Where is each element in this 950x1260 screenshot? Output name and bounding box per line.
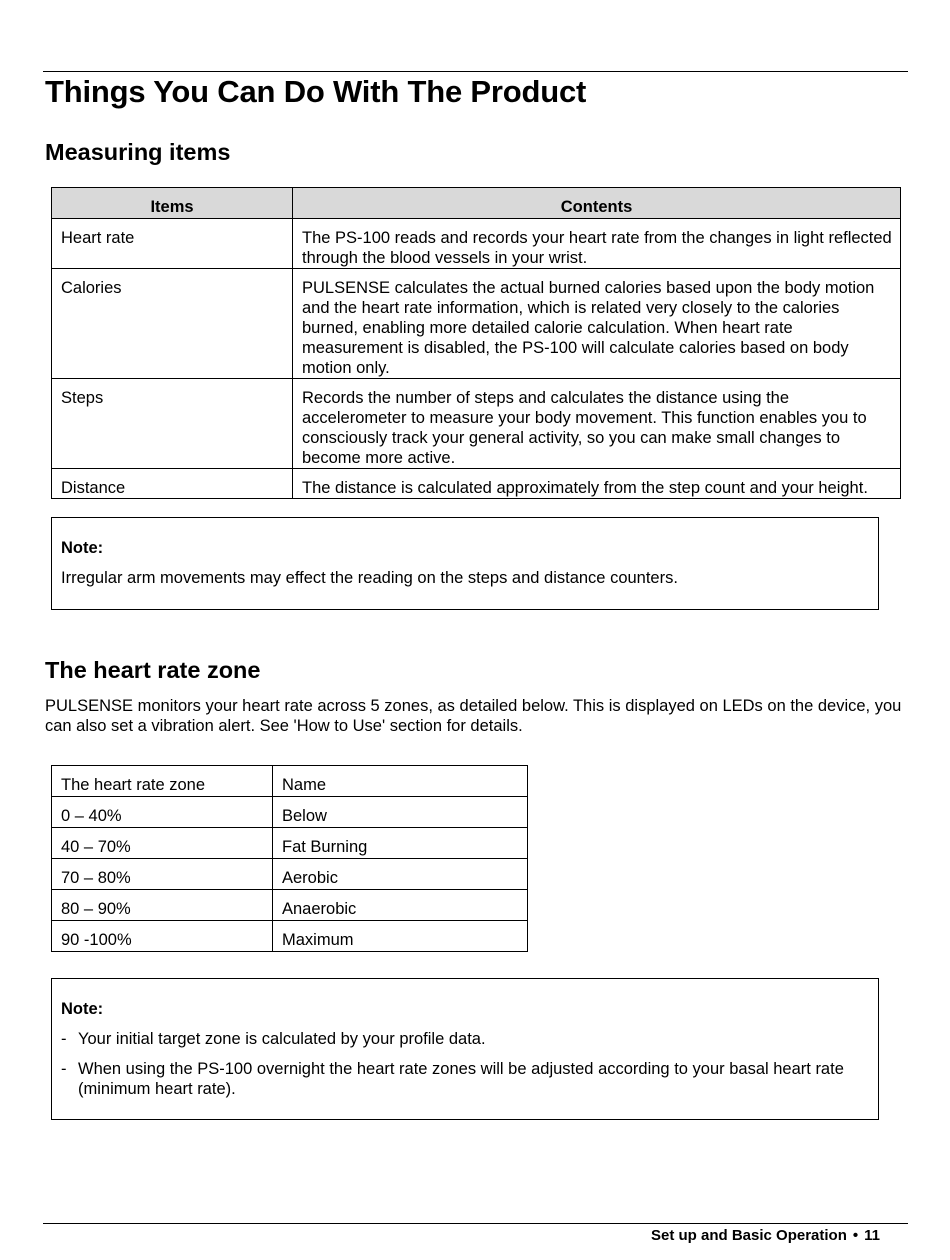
page-footer — [600, 1227, 880, 1244]
table-header-row — [52, 188, 901, 219]
measuring-items-table — [51, 187, 901, 499]
zone-name-cell: Aerobic — [273, 859, 528, 890]
table-row — [52, 890, 528, 921]
measuring-items-heading: Measuring items — [45, 139, 231, 165]
page-number: 11 — [864, 1227, 880, 1244]
content-cell: PULSENSE calculates the actual burned calories based upon the body motion and the heart rate information, which is related very closely to the calories burned, enabling more detailed calorie calculation. When heart rate measurement is disabled, the PS-100 will calculate calories based on body motion only. — [293, 269, 901, 379]
footer-bullet: • — [852, 1227, 859, 1244]
measuring-note-box — [51, 517, 879, 610]
heart-rate-zone-intro: PULSENSE monitors your heart rate across 5 zones, as detailed below. This is displayed on LEDs on the device, you can also set a vibration alert. See 'How to Use' section for details. — [45, 697, 902, 735]
table-row — [52, 921, 528, 952]
note-list — [61, 1029, 869, 1099]
heart-rate-zone-heading: The heart rate zone — [45, 657, 261, 683]
table-header-row — [52, 766, 528, 797]
item-cell: Heart rate — [52, 219, 293, 269]
item-cell: Steps — [52, 379, 293, 469]
zone-name-cell: Fat Burning — [273, 828, 528, 859]
content-cell: The distance is calculated approximately from the step count and your height. — [293, 469, 901, 499]
note-title: Note: — [61, 1000, 104, 1018]
heart-rate-zone-table — [51, 765, 528, 952]
name-column-header: Name — [273, 766, 528, 797]
list-item — [61, 1059, 869, 1099]
content-cell: The PS-100 reads and records your heart rate from the changes in light reflected through the blood vessels in your wrist. — [293, 219, 901, 269]
zone-range-cell: 0 – 40% — [52, 797, 273, 828]
content-cell: Records the number of steps and calculates the distance using the accelerometer to measure your body movement. This function enables you to consciously track your general activity, so you can make small changes to become more active. — [293, 379, 901, 469]
table-row — [52, 269, 901, 379]
table-row — [52, 219, 901, 269]
zone-name-cell: Maximum — [273, 921, 528, 952]
dash-marker: - — [61, 1030, 67, 1048]
item-cell: Calories — [52, 269, 293, 379]
zone-column-header: The heart rate zone — [52, 766, 273, 797]
page-title: Things You Can Do With The Product — [45, 74, 587, 109]
footer-section-title: Set up and Basic Operation — [651, 1227, 847, 1244]
table-row — [52, 859, 528, 890]
item-cell: Distance — [52, 469, 293, 499]
dash-marker: - — [61, 1060, 67, 1078]
list-item — [61, 1029, 869, 1049]
table-row — [52, 828, 528, 859]
contents-column-header: Contents — [293, 188, 901, 219]
table-row — [52, 797, 528, 828]
zone-range-cell: 90 -100% — [52, 921, 273, 952]
zone-note-box — [51, 978, 879, 1120]
zone-range-cell: 70 – 80% — [52, 859, 273, 890]
table-row — [52, 469, 901, 499]
note-item-text: When using the PS-100 overnight the heart rate zones will be adjusted according to your basal heart rate (minimum heart rate). — [78, 1060, 844, 1098]
table-row — [52, 379, 901, 469]
zone-range-cell: 40 – 70% — [52, 828, 273, 859]
zone-name-cell: Below — [273, 797, 528, 828]
note-title: Note: — [61, 539, 104, 557]
items-column-header: Items — [52, 188, 293, 219]
zone-name-cell: Anaerobic — [273, 890, 528, 921]
note-text: Irregular arm movements may effect the reading on the steps and distance counters. — [61, 569, 678, 587]
bottom-rule — [43, 1223, 908, 1224]
note-item-text: Your initial target zone is calculated by your profile data. — [78, 1030, 486, 1048]
zone-range-cell: 80 – 90% — [52, 890, 273, 921]
top-rule — [43, 71, 908, 72]
